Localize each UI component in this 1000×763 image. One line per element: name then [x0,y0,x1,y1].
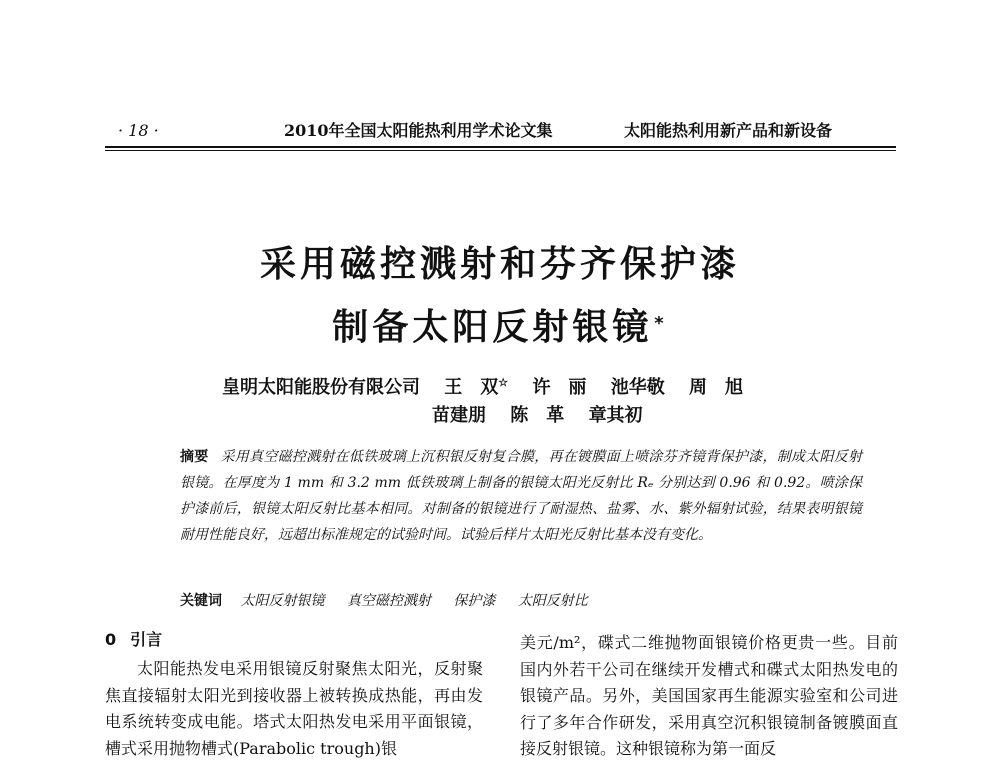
section-number: 0 [105,630,117,649]
title-footnote-mark: * [654,313,668,334]
abstract-text: 采用真空磁控溅射在低铁玻璃上沉积银反射复合膜，再在镀膜面上喷涂芬齐镜背保护漆，制成太阳反射银镜。在厚度为 1 mm 和 3.2 mm 低铁玻璃上制备的银镜太阳光反射比 Rₑ 分别达到 0.96 和 0.92。喷涂保护漆前后，银镜太阳反射比基本相同。对制备的银镜进行了耐湿热、盐雾、水、紫外辐射试验，结果表明银镜耐用性能良好，远超出标准规定的试验时间。试验后样片太阳光反射比基本没有变化。 [180,449,863,543]
page-number: · 18 · [118,121,159,140]
body-column-right [520,630,898,763]
body-column-left [105,656,483,762]
author-name: 池华敬 [610,377,665,398]
author-name: 王 双 [444,377,499,398]
author-name: 苗建朋 [432,405,486,426]
header-rule-thick [105,146,896,148]
author-name: 周 旭 [689,377,743,398]
keyword: 太阳反射银镜 [240,593,325,609]
paper-title-line-2-text: 制备太阳反射银镜 [332,307,653,348]
header-rule-thin [105,150,896,151]
keywords [180,589,606,613]
authors-line-1 [222,370,743,401]
keyword: 真空磁控溅射 [346,593,431,609]
abstract [140,444,862,548]
author-name: 章其初 [588,405,643,426]
running-header-section: 太阳能热利用新产品和新设备 [624,121,833,140]
paper-title-line-1: 采用磁控溅射和芬齐保护漆 [259,244,740,285]
body-paragraph: 美元/m²，碟式二维抛物面银镜价格更贵一些。目前国内外若干公司在继续开发槽式和碟式太阳热发电的银镜产品。另外，美国国家再生能源实验室和公司进行了多年合作研发，采用真空沉积银镜制备镀膜面直接反射银镜。这种银镜称为第一面反 [520,633,898,758]
keywords-label: 关键词 [180,593,222,609]
affiliation: 皇明太阳能股份有限公司 [222,377,420,398]
corresponding-mark: ☆ [498,376,509,389]
author-name: 陈 革 [510,405,565,426]
running-header-proceedings: 2010年全国太阳能热利用学术论文集 [284,121,553,140]
keyword: 保护漆 [453,593,496,609]
authors-line-2 [432,403,643,429]
section-title: 引言 [130,630,163,649]
abstract-label: 摘要 [180,449,209,465]
paper-title-line-2 [0,305,1000,351]
body-paragraph: 太阳能热发电采用银镜反射聚焦太阳光，反射聚焦直接辐射太阳光到接收器上被转换成热能，再由发电系统转变成电能。塔式太阳热发电采用平面银镜，槽式采用抛物槽式(Parabolic trough)银 [105,659,483,758]
section-heading [105,628,162,652]
keyword: 太阳反射比 [517,593,588,609]
author-name: 许 丽 [532,377,587,398]
